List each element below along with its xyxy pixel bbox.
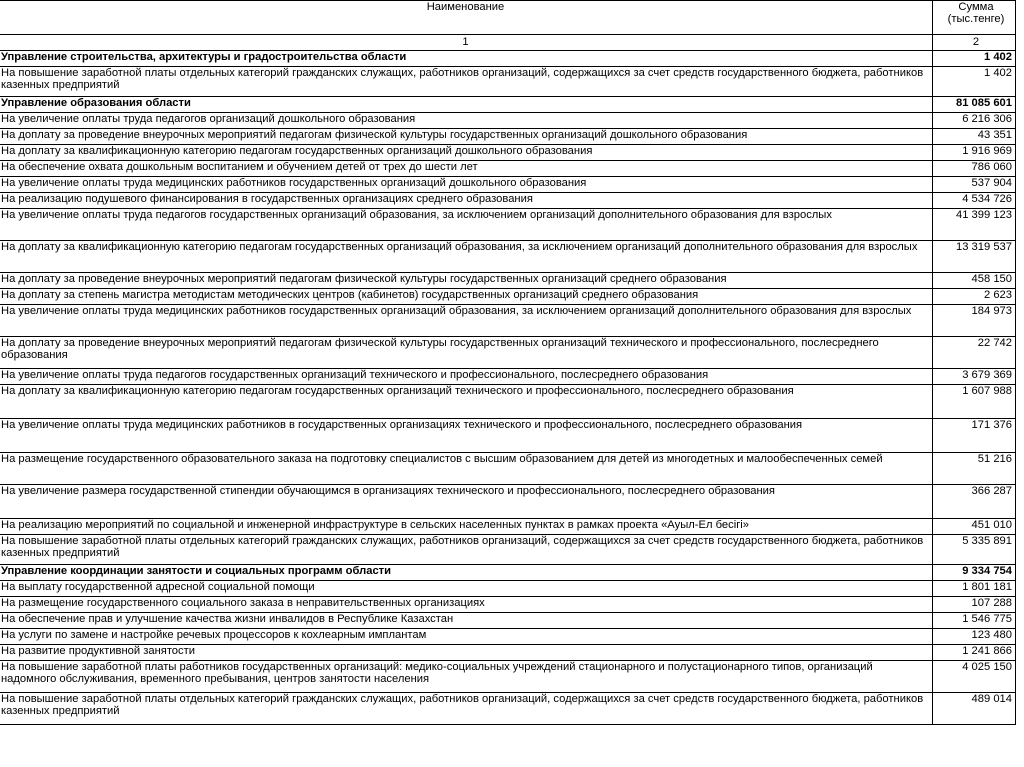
header-row [0, 1, 1016, 35]
row-name: На увеличение оплаты труда медицинских работников государственных организаций дошкольного образования [0, 177, 933, 193]
row-sum: 123 480 [933, 629, 1016, 645]
table-row [0, 629, 1016, 645]
row-sum: 184 973 [933, 305, 1016, 337]
row-sum: 786 060 [933, 161, 1016, 177]
row-name: На повышение заработной платы отдельных категорий гражданских служащих, работников организаций, содержащихся за счет средств государственного бюджета, работников казенных предприятий [0, 67, 933, 97]
row-sum: 4 025 150 [933, 661, 1016, 693]
table-row [0, 693, 1016, 725]
table-row [0, 289, 1016, 305]
row-name: На увеличение оплаты труда педагогов государственных организаций технического и профессионального, послесреднего образования [0, 369, 933, 385]
row-sum: 41 399 123 [933, 209, 1016, 241]
row-sum: 51 216 [933, 453, 1016, 485]
table-row [0, 145, 1016, 161]
row-sum: 171 376 [933, 419, 1016, 453]
row-name: На обеспечение охвата дошкольным воспитанием и обучением детей от трех до шести лет [0, 161, 933, 177]
table-row [0, 113, 1016, 129]
row-sum: 537 904 [933, 177, 1016, 193]
row-sum: 107 288 [933, 597, 1016, 613]
row-sum: 1 546 775 [933, 613, 1016, 629]
row-sum: 1 241 866 [933, 645, 1016, 661]
table-row [0, 613, 1016, 629]
department-row [0, 97, 1016, 113]
column-index-1: 1 [0, 35, 933, 51]
row-name: На услуги по замене и настройке речевых процессоров к кохлеарным имплантам [0, 629, 933, 645]
row-sum: 489 014 [933, 693, 1016, 725]
table-row [0, 519, 1016, 535]
row-name: На доплату за степень магистра методистам методических центров (кабинетов) государственных организаций среднего образования [0, 289, 933, 305]
row-name: На обеспечение прав и улучшение качества жизни инвалидов в Республике Казахстан [0, 613, 933, 629]
row-sum: 458 150 [933, 273, 1016, 289]
table-row [0, 535, 1016, 565]
row-sum: 3 679 369 [933, 369, 1016, 385]
row-sum: 1 402 [933, 67, 1016, 97]
row-name: На повышение заработной платы отдельных категорий гражданских служащих, работников организаций, содержащихся за счет средств государственного бюджета, работников казенных предприятий [0, 535, 933, 565]
table-row [0, 385, 1016, 419]
table-row [0, 369, 1016, 385]
table-row [0, 67, 1016, 97]
row-sum: 366 287 [933, 485, 1016, 519]
table-row [0, 241, 1016, 273]
row-sum: 1 916 969 [933, 145, 1016, 161]
row-name: На размещение государственного образовательного заказа на подготовку специалистов с высшим образованием для детей из многодетных и малообеспеченных семей [0, 453, 933, 485]
row-sum: 4 534 726 [933, 193, 1016, 209]
row-name: На доплату за проведение внеурочных мероприятий педагогам физической культуры государственных организаций дошкольного образования [0, 129, 933, 145]
header-sum-label-line2: (тыс.тенге) [947, 13, 1005, 26]
table-row [0, 209, 1016, 241]
row-name: Управление координации занятости и социальных программ области [0, 565, 933, 581]
table-row [0, 337, 1016, 369]
table-row [0, 129, 1016, 145]
row-sum: 451 010 [933, 519, 1016, 535]
table-row [0, 645, 1016, 661]
row-name: На реализацию подушевого финансирования в государственных организациях среднего образования [0, 193, 933, 209]
row-name: На увеличение оплаты труда педагогов организаций дошкольного образования [0, 113, 933, 129]
table-row [0, 273, 1016, 289]
row-name: На повышение заработной платы отдельных категорий гражданских служащих, работников организаций, содержащихся за счет средств государственного бюджета, работников казенных предприятий [0, 693, 933, 725]
row-name: На доплату за проведение внеурочных мероприятий педагогам физической культуры государственных организаций среднего образования [0, 273, 933, 289]
table-row [0, 597, 1016, 613]
row-sum: 1 607 988 [933, 385, 1016, 419]
table-row [0, 485, 1016, 519]
header-sum-cell [933, 1, 1016, 35]
row-name: На размещение государственного социального заказа в неправительственных организациях [0, 597, 933, 613]
table-row [0, 177, 1016, 193]
row-name: На доплату за проведение внеурочных мероприятий педагогам физической культуры государственных организаций технического и профессионального, послесреднего образования [0, 337, 933, 369]
row-sum: 1 801 181 [933, 581, 1016, 597]
table-row [0, 581, 1016, 597]
row-sum: 2 623 [933, 289, 1016, 305]
row-name: Управление строительства, архитектуры и градостроительства области [0, 51, 933, 67]
row-sum: 5 335 891 [933, 535, 1016, 565]
row-name: На реализацию мероприятий по социальной и инженерной инфраструктуре в сельских населенных пунктах в рамках проекта «Ауыл-Ел бесігі» [0, 519, 933, 535]
table-row [0, 161, 1016, 177]
header-name-label: Наименование [426, 1, 505, 13]
row-name: На увеличение оплаты труда медицинских работников государственных организаций образования, за исключением организаций дополнительного образования для взрослых [0, 305, 933, 337]
row-name: На развитие продуктивной занятости [0, 645, 933, 661]
header-sum-label-line1: Сумма [958, 1, 994, 13]
table-row [0, 193, 1016, 209]
table-row [0, 305, 1016, 337]
row-name: На выплату государственной адресной социальной помощи [0, 581, 933, 597]
row-sum: 9 334 754 [933, 565, 1016, 581]
table-row [0, 661, 1016, 693]
row-sum: 1 402 [933, 51, 1016, 67]
table-row [0, 453, 1016, 485]
table-row [0, 419, 1016, 453]
row-sum: 6 216 306 [933, 113, 1016, 129]
row-name: На повышение заработной платы работников государственных организаций: медико-социальных учреждений стационарного и полустационарного типов, организаций надомного обслуживания, временного пребывания, центров занятости населения [0, 661, 933, 693]
department-row [0, 51, 1016, 67]
row-name: На увеличение оплаты труда педагогов государственных организаций образования, за исключением организаций дополнительного образования для взрослых [0, 209, 933, 241]
row-name: На увеличение размера государственной стипендии обучающимся в организациях технического и профессионального, послесреднего образования [0, 485, 933, 519]
row-name: На доплату за квалификационную категорию педагогам государственных организаций технического и профессионального, послесреднего образования [0, 385, 933, 419]
row-sum: 43 351 [933, 129, 1016, 145]
row-name: На увеличение оплаты труда медицинских работников в государственных организациях технического и профессионального, послесреднего образования [0, 419, 933, 453]
row-sum: 81 085 601 [933, 97, 1016, 113]
row-name: На доплату за квалификационную категорию педагогам государственных организаций образования, за исключением организаций дополнительного образования для взрослых [0, 241, 933, 273]
department-row [0, 565, 1016, 581]
row-sum: 13 319 537 [933, 241, 1016, 273]
row-sum: 22 742 [933, 337, 1016, 369]
column-index-2: 2 [933, 35, 1016, 51]
row-name: На доплату за квалификационную категорию педагогам государственных организаций дошкольного образования [0, 145, 933, 161]
column-index-row [0, 35, 1016, 51]
header-name-cell [0, 1, 933, 35]
row-name: Управление образования области [0, 97, 933, 113]
